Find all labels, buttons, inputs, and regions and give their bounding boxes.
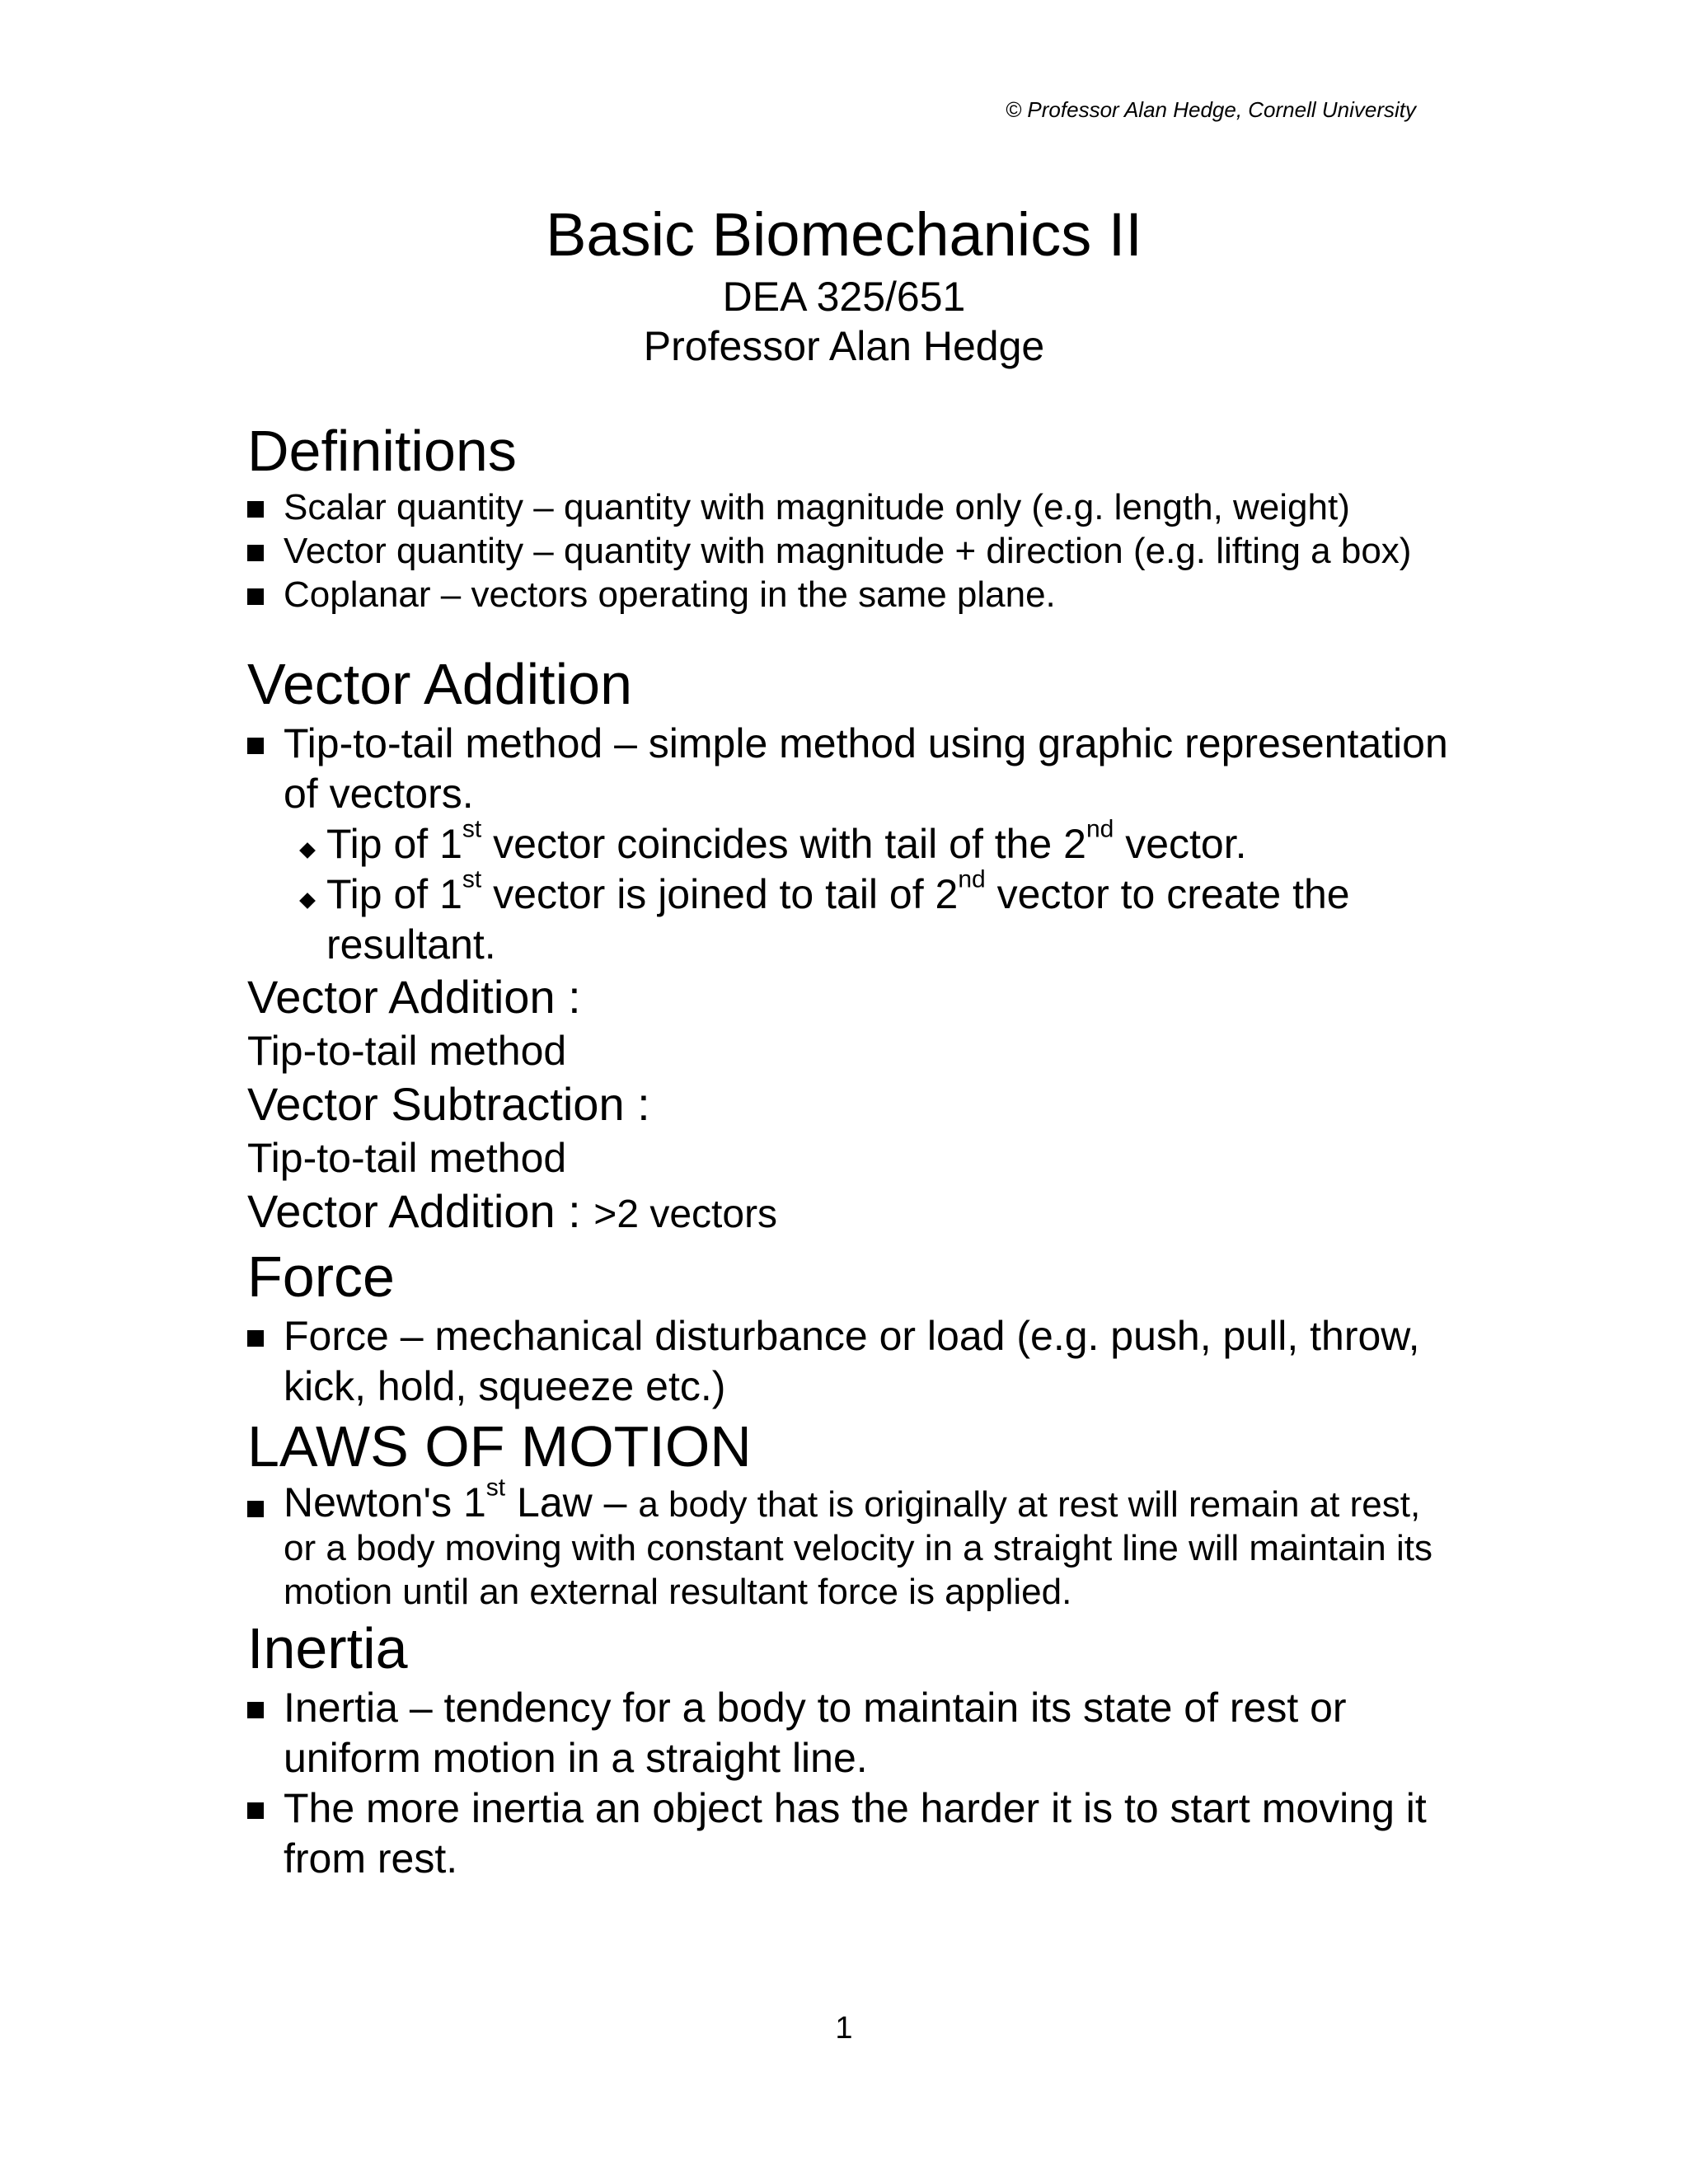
- page-number: 1: [835, 2011, 853, 2046]
- inertia-list: [247, 1683, 1451, 1884]
- course-code: DEA 325/651: [722, 274, 966, 320]
- list-item-text: Force – mechanical disturbance or load (e.g. push, pull, throw, kick, hold, squeeze etc.): [284, 1313, 1420, 1409]
- laws-of-motion-heading: LAWS OF MOTION: [247, 1414, 752, 1479]
- vector-count-note: >2 vectors: [593, 1193, 778, 1236]
- square-bullet-icon: [247, 588, 264, 605]
- list-item-text: The more inertia an object has the harder it is to start moving it from rest.: [284, 1785, 1427, 1882]
- law-description: a body that is originally at rest will remain at rest, or a body moving with constant velocity in a straight line will maintain its motion until an external resultant force is applied.: [284, 1484, 1432, 1612]
- list-item: [247, 573, 1451, 616]
- diamond-bullet-icon: [299, 893, 316, 909]
- list-item: [247, 529, 1451, 573]
- square-bullet-icon: [247, 1330, 264, 1347]
- title-block: [0, 198, 1688, 371]
- definitions-heading: Definitions: [247, 419, 517, 483]
- force-heading: Force: [247, 1244, 395, 1309]
- vector-subtraction-method: Tip-to-tail method: [247, 1135, 567, 1181]
- document-body: [247, 416, 1451, 1884]
- square-bullet-icon: [247, 501, 264, 518]
- inertia-heading: Inertia: [247, 1616, 408, 1680]
- definitions-list: [247, 485, 1451, 616]
- list-item-text: Scalar quantity – quantity with magnitude only (e.g. length, weight): [284, 487, 1350, 527]
- document-title: Basic Biomechanics II: [546, 200, 1142, 269]
- sub-list-item: [247, 865, 1451, 970]
- law-title: Newton's 1st Law –: [284, 1474, 639, 1526]
- vector-addition-subheading: Vector Addition :: [247, 971, 581, 1023]
- sub-list-item: [247, 815, 1451, 869]
- diamond-bullet-icon: [299, 842, 316, 859]
- list-item-text: Tip-to-tail method – simple method using graphic representation of vectors.: [284, 720, 1448, 817]
- square-bullet-icon: [247, 1802, 264, 1819]
- vector-addition-list: [247, 719, 1451, 819]
- list-item: [247, 1474, 1451, 1614]
- square-bullet-icon: [247, 738, 264, 754]
- copyright-notice: © Professor Alan Hedge, Cornell University: [1006, 97, 1416, 122]
- vector-subtraction-subheading: Vector Subtraction :: [247, 1078, 650, 1130]
- sub-item-text: Tip of 1st vector coincides with tail of the 2nd vector.: [326, 815, 1247, 867]
- square-bullet-icon: [247, 545, 264, 561]
- list-item: [247, 485, 1451, 529]
- laws-list: [247, 1474, 1451, 1614]
- square-bullet-icon: [247, 1702, 264, 1718]
- list-item: [247, 1783, 1451, 1884]
- author-name: Professor Alan Hedge: [643, 323, 1045, 369]
- list-item-text: Coplanar – vectors operating in the same plane.: [284, 574, 1056, 615]
- list-item: [247, 1683, 1451, 1783]
- vector-addition-heading: Vector Addition: [247, 652, 632, 716]
- sub-item-text: Tip of 1st vector is joined to tail of 2nd vector to create the resultant.: [326, 865, 1350, 968]
- force-list: [247, 1311, 1451, 1412]
- list-item: [247, 1311, 1451, 1412]
- vector-addition-method: Tip-to-tail method: [247, 1028, 567, 1074]
- vector-addition-multi-subheading: Vector Addition : >2 vectors: [247, 1185, 778, 1237]
- list-item-text: Vector quantity – quantity with magnitude + direction (e.g. lifting a box): [284, 531, 1412, 571]
- square-bullet-icon: [247, 1501, 264, 1517]
- list-item: [247, 719, 1451, 819]
- list-item-text: Inertia – tendency for a body to maintain its state of rest or uniform motion in a straight line.: [284, 1685, 1347, 1781]
